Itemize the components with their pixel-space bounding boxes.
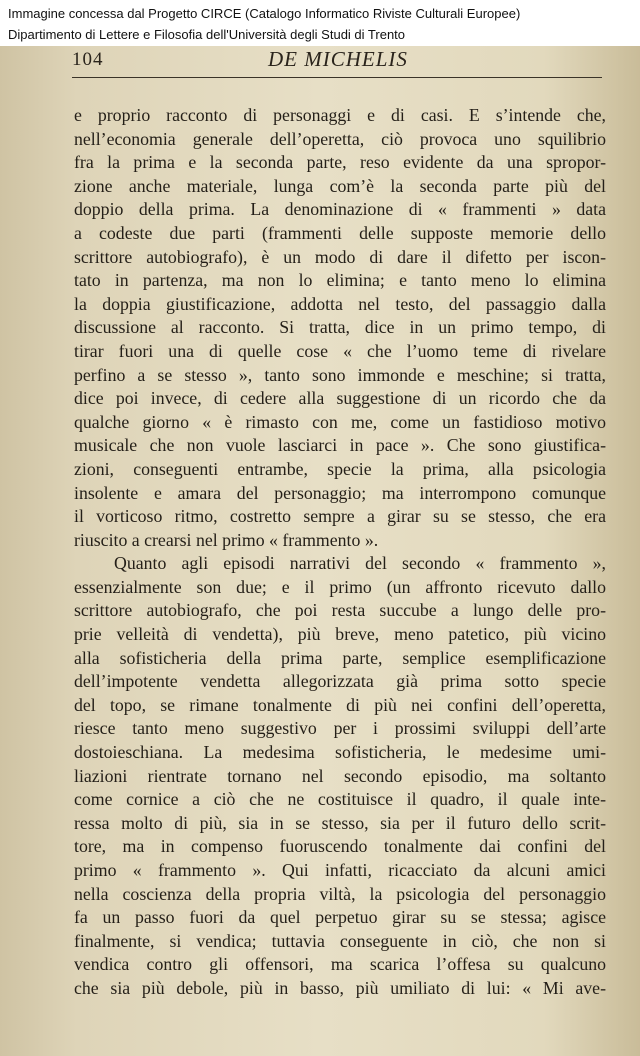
text-line: vendica contro gli offensori, ma scarica l’offesa su qualcuno — [74, 954, 606, 975]
text-line: fa un passo fuori da quel perpetuo girar su se stessa; agisce — [74, 907, 606, 928]
text-line: a codeste due parti (frammenti delle supposte memorie dello — [74, 222, 606, 243]
text-line: il vorticoso ritmo, costretto sempre a girar su se stesso, che era — [74, 506, 606, 527]
header-rule — [72, 77, 602, 78]
source-banner — [0, 0, 640, 46]
body-text — [74, 104, 606, 1001]
text-line: del topo, se rimane tonalmente di più nei confini dell’operetta, — [74, 694, 606, 715]
text-line: discussione al racconto. Si tratta, dice in un primo tempo, di — [74, 317, 606, 338]
text-line: scrittore autobiografo), è un modo di dare il difetto per iscon- — [74, 246, 606, 267]
text-line: la doppia giustificazione, addotta nel testo, del passaggio dalla — [74, 293, 606, 314]
text-line: tirar fuori una di quelle cose « che l’uomo teme di rivelare — [74, 340, 606, 361]
text-line: nell’economia generale dell’operetta, ciò provoca uno squilibrio — [74, 128, 606, 149]
text-line: prie velleità di vendetta), più breve, meno patetico, più vicino — [74, 624, 606, 645]
banner-line-1: Immagine concessa dal Progetto CIRCE (Catalogo Informatico Riviste Culturali Europee) — [8, 6, 521, 21]
text-line: Quanto agli episodi narrativi del secondo « frammento », — [114, 553, 606, 574]
text-line: finalmente, si vendica; tuttavia conseguente in ciò, che non si — [74, 930, 606, 951]
page-number: 104 — [72, 49, 104, 70]
text-line: musicale che non vuole lasciarci in pace ». Che sono giustifica- — [74, 435, 606, 456]
text-line: insolente e amara del personaggio; ma interrompono comunque — [74, 482, 606, 503]
text-line: perfino a se stesso », tanto sono immonde e meschine; si tratta, — [74, 364, 606, 385]
text-line: dostoieschiana. La medesima sofisticheria, le medesime umi- — [74, 742, 606, 763]
banner-line-2: Dipartimento di Lettere e Filosofia dell'Università degli Studi di Trento — [8, 27, 406, 42]
text-line: zioni, conseguenti entrambe, specie la prima, alla psicologia — [74, 458, 606, 479]
text-line: che sia più debole, più in basso, più umiliato di lui: « Mi ave- — [74, 977, 606, 998]
text-line: alla sofisticheria della prima parte, semplice esemplificazione — [74, 647, 606, 668]
text-line: come cornice a ciò che ne costituisce il quadro, il quale inte- — [74, 789, 606, 810]
text-line: dell’impotente vendetta allegorizzata già prima sotto specie — [74, 671, 606, 692]
text-line: liazioni rientrate tornano nel secondo episodio, ma soltanto — [74, 765, 606, 786]
text-line: riuscito a crearsi nel primo « frammento ». — [74, 529, 379, 550]
text-line: dice poi invece, di cedere alla suggestione di un ricordo che da — [74, 388, 606, 409]
text-line: ressa molto di più, sia in se stesso, sia per il futuro dello scrit- — [74, 812, 606, 833]
text-line: primo « frammento ». Qui infatti, ricacciato da alcuni amici — [74, 860, 606, 880]
text-line: riesce tanto meno suggestivo per i prossimi sviluppi dell’arte — [74, 718, 606, 739]
text-line: zione anche materiale, lunga com’è la seconda parte più del — [74, 175, 606, 196]
text-line: essenzialmente son due; e il primo (un affronto ricevuto dallo — [74, 576, 606, 597]
page-header — [0, 46, 640, 80]
text-line: scrittore autobiografo, che poi resta succube a lungo delle pro- — [74, 600, 606, 621]
text-line: nella coscienza della propria viltà, la psicologia del personaggio — [74, 883, 606, 904]
text-line: doppio della prima. La denominazione di « frammenti » data — [74, 199, 606, 220]
text-line: tore, ma in compenso fuoruscendo tonalmente dai confini del — [74, 836, 606, 857]
text-line: tato in partenza, ma non lo elimina; e tanto meno lo elimina — [74, 270, 606, 291]
text-line: qualche giorno « è rimasto con me, come un fastidioso motivo — [74, 411, 606, 432]
text-line: fra la prima e la seconda parte, reso evidente da una spropor- — [74, 152, 606, 173]
text-line: e proprio racconto di personaggi e di casi. E s’intende che, — [74, 105, 606, 125]
running-head: DE MICHELIS — [268, 47, 408, 71]
